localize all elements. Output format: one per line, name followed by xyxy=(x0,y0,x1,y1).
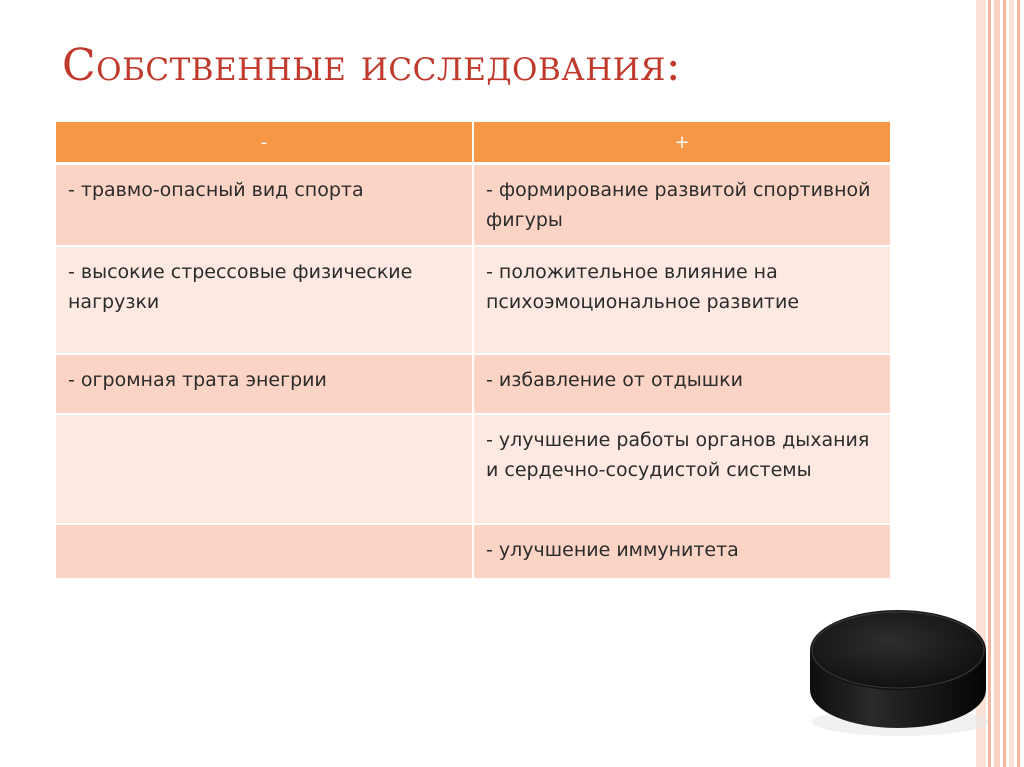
hockey-puck-icon xyxy=(804,600,994,740)
cell-plus: - формирование развитой спортивной фигуры xyxy=(474,165,890,247)
cell-plus: - улучшение работы органов дыхания и сердечно-сосудистой системы xyxy=(474,415,890,525)
table-row xyxy=(56,165,890,247)
cell-minus: - травмо-опасный вид спорта xyxy=(56,165,474,247)
cell-minus xyxy=(56,415,474,525)
table-row xyxy=(56,415,890,525)
cell-plus: - избавление от отдышки xyxy=(474,355,890,415)
header-plus: + xyxy=(474,122,890,165)
table-header-row xyxy=(56,122,890,165)
header-minus: - xyxy=(56,122,474,165)
table-row xyxy=(56,247,890,355)
cell-plus: - положительное влияние на психоэмоциональное развитие xyxy=(474,247,890,355)
table-row xyxy=(56,355,890,415)
pros-cons-table xyxy=(56,122,890,580)
table-row xyxy=(56,525,890,580)
cell-plus: - улучшение иммунитета xyxy=(474,525,890,580)
cell-minus: - высокие стрессовые физические нагрузки xyxy=(56,247,474,355)
slide-title: Собственные исследования: xyxy=(62,40,682,91)
cell-minus xyxy=(56,525,474,580)
cell-minus: - огромная трата энегрии xyxy=(56,355,474,415)
